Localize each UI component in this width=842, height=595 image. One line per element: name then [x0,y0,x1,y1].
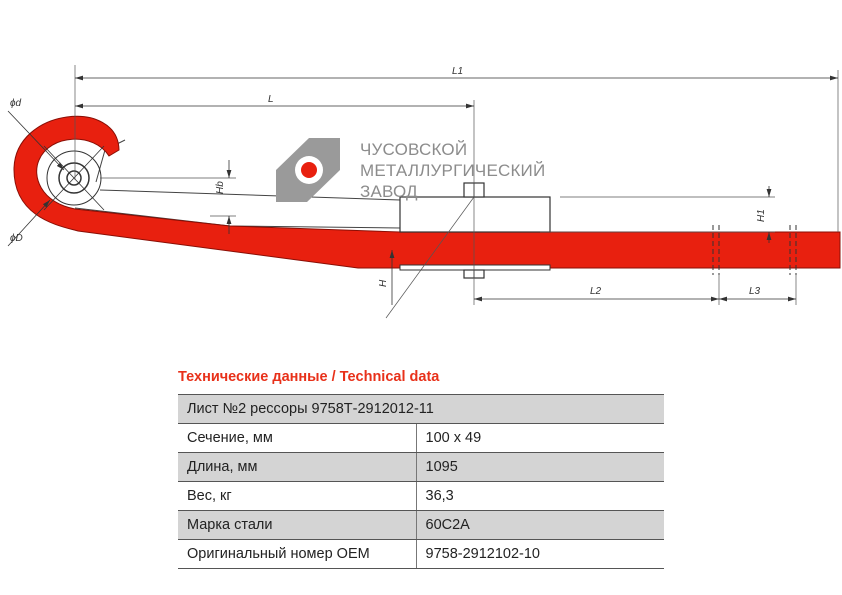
table-row [178,511,664,540]
table-header-row [178,395,664,424]
dim-label-h: H [378,279,389,287]
dim-label-phi-d: ϕd [10,98,22,109]
row-value: 36,3 [416,482,664,511]
table-row [178,453,664,482]
row-value: 1095 [416,453,664,482]
row-label: Марка стали [178,511,416,540]
row-label: Сечение, мм [178,424,416,453]
dim-label-l2: L2 [590,286,602,297]
dim-label-l1: L1 [452,66,464,77]
dim-label-l3: L3 [749,286,761,297]
dim-label-phi-D: ϕD [10,233,23,244]
table-header-cell: Лист №2 рессоры 9758Т-2912012-11 [178,395,664,424]
logo-line-3: ЗАВОД [360,182,418,201]
dim-label-h1: H1 [756,209,767,222]
row-label: Оригинальный номер OEM [178,540,416,569]
extension-lines [75,65,838,318]
row-value: 9758-2912102-10 [416,540,664,569]
dim-label-l: L [268,94,274,105]
table-row [178,482,664,511]
logo-mark-icon [276,138,340,202]
tech-data-title: Технические данные / Technical data [178,369,440,385]
eye-bushing [44,146,104,210]
table-row [178,540,664,569]
row-label: Вес, кг [178,482,416,511]
logo-line-2: МЕТАЛЛУРГИЧЕСКИЙ [360,161,546,180]
dim-label-hb: Hb [215,181,226,194]
row-value: 100 x 49 [416,424,664,453]
row-label: Длина, мм [178,453,416,482]
tech-data-table [178,394,664,569]
table-row [178,424,664,453]
logo-line-1: ЧУСОВСКОЙ [360,140,468,159]
row-value: 60С2А [416,511,664,540]
company-logo [276,138,545,202]
